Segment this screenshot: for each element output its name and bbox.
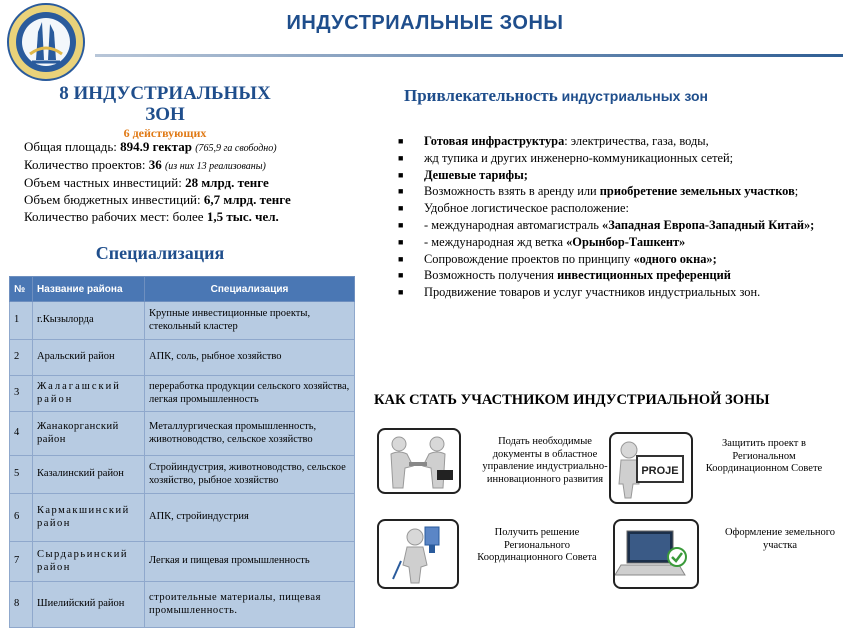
stat-jobs bbox=[24, 209, 279, 224]
attractiveness-item-text: «Орынбор-Ташкент» bbox=[566, 234, 686, 249]
attractiveness-item bbox=[398, 183, 838, 200]
stat-value: 894.9 гектар bbox=[120, 139, 192, 154]
attractiveness-item-text: Возможность получения bbox=[424, 268, 558, 283]
bullet-icon: ■ bbox=[398, 236, 404, 247]
row-number: 3 bbox=[10, 376, 33, 412]
table-row bbox=[10, 376, 355, 412]
bullet-icon: ■ bbox=[398, 169, 404, 180]
attractiveness-item-text: «Западная Европа-Западный Китай»; bbox=[602, 217, 815, 232]
attractiveness-item-text: Готовая инфраструктура bbox=[424, 134, 565, 148]
attractiveness-item bbox=[398, 200, 838, 217]
step-1-image bbox=[377, 428, 461, 494]
stat-note: (765,9 га свободно) bbox=[195, 143, 277, 154]
attractiveness-heading bbox=[404, 86, 708, 106]
stat-total-area bbox=[24, 139, 277, 156]
column-header-district: Название района bbox=[33, 277, 145, 302]
stat-label: Объем частных инвестиций: bbox=[24, 175, 186, 190]
attractiveness-item-text: инвестиционных преференций bbox=[557, 268, 731, 283]
attractiveness-item bbox=[398, 251, 838, 268]
attractiveness-item-text: Удобное логистическое расположение: bbox=[424, 201, 629, 216]
stat-budget-investment bbox=[24, 192, 291, 207]
attractiveness-item-text: - международная автомагистраль bbox=[424, 217, 603, 232]
row-specialization: АПК, соль, рыбное хозяйство bbox=[145, 340, 355, 376]
bullet-icon: ■ bbox=[398, 270, 404, 281]
attractiveness-item bbox=[398, 267, 838, 284]
bullet-icon: ■ bbox=[398, 219, 404, 230]
bullet-icon: ■ bbox=[398, 253, 404, 264]
table-row bbox=[10, 542, 355, 582]
attractiveness-item bbox=[398, 167, 838, 184]
row-district: Аральский район bbox=[33, 340, 145, 376]
attractiveness-list bbox=[398, 133, 838, 301]
attractiveness-item bbox=[398, 234, 838, 251]
project-sign-icon bbox=[611, 434, 691, 502]
attractiveness-item-text: Сопровождение проектов по принципу bbox=[424, 251, 634, 266]
row-number: 6 bbox=[10, 494, 33, 542]
stat-value: 1,5 тыс. чел. bbox=[206, 209, 279, 224]
zones-heading-line2: ЗОН bbox=[145, 104, 185, 125]
row-specialization: Легкая и пищевая промышленность bbox=[145, 542, 355, 582]
row-number: 2 bbox=[10, 340, 33, 376]
stat-value: 36 bbox=[148, 157, 162, 172]
step-3-text: Получить решение Регионального Координационного Совета bbox=[477, 527, 597, 563]
table-row bbox=[10, 302, 355, 340]
stat-value: 28 млрд. тенге bbox=[185, 175, 269, 190]
row-district: Жалагашский район bbox=[33, 376, 145, 412]
attractiveness-item bbox=[398, 150, 838, 167]
table-row bbox=[10, 456, 355, 494]
attractiveness-item-text: «одного окна»; bbox=[633, 251, 717, 266]
row-district: Кармакшинский район bbox=[33, 494, 145, 542]
attractiveness-item-text: ; bbox=[794, 184, 799, 199]
row-number: 4 bbox=[10, 412, 33, 456]
region-emblem-logo bbox=[6, 2, 86, 82]
attractiveness-item-text: Дешевые тарифы; bbox=[424, 167, 528, 182]
bullet-icon: ■ bbox=[398, 287, 404, 298]
specialization-table bbox=[9, 276, 355, 628]
row-specialization: переработка продукции сельского хозяйства, легкая промышленность bbox=[145, 376, 355, 412]
attractiveness-item bbox=[398, 133, 838, 150]
zones-heading bbox=[40, 83, 290, 125]
stat-label: Количество рабочих мест: более bbox=[24, 209, 207, 224]
table-row bbox=[10, 582, 355, 628]
row-specialization: Стройиндустрия, животноводство, сельское хозяйство, рыбное хозяйство bbox=[145, 456, 355, 494]
attractiveness-heading-main: Привлекательность bbox=[404, 86, 558, 105]
row-number: 7 bbox=[10, 542, 33, 582]
attractiveness-item-text: приобретение земельных участков bbox=[599, 184, 795, 199]
zones-heading-line1: 8 ИНДУСТРИАЛЬНЫХ bbox=[59, 83, 271, 104]
table-row bbox=[10, 340, 355, 376]
table-row bbox=[10, 412, 355, 456]
attractiveness-item-text: Возможность взять в аренду или bbox=[424, 184, 600, 199]
stat-value: 6,7 млрд. тенге bbox=[203, 192, 291, 207]
row-number: 1 bbox=[10, 302, 33, 340]
row-specialization: АПК, стройиндустрия bbox=[145, 494, 355, 542]
attractiveness-heading-rest: индустриальных зон bbox=[557, 88, 708, 104]
row-specialization: Крупные инвестиционные проекты, стекольный кластер bbox=[145, 302, 355, 340]
page-title: ИНДУСТРИАЛЬНЫЕ ЗОНЫ bbox=[286, 12, 564, 34]
stat-label: Количество проектов: bbox=[24, 157, 149, 172]
step-2-image bbox=[609, 432, 693, 504]
table-header-row bbox=[10, 277, 355, 302]
column-header-specialization: Специализация bbox=[145, 277, 355, 302]
row-district: Жанакорганский район bbox=[33, 412, 145, 456]
row-number: 5 bbox=[10, 456, 33, 494]
bullet-icon: ■ bbox=[398, 186, 404, 197]
stat-note: (из них 13 реализованы) bbox=[164, 161, 266, 172]
step-1-text: Подать необходимые документы в областное управление индустриально-инновационного развития bbox=[482, 436, 608, 485]
row-district: Казалинский район bbox=[33, 456, 145, 494]
row-district: Сырдарьинский район bbox=[33, 542, 145, 582]
attractiveness-item-text: - международная жд ветка bbox=[424, 234, 567, 249]
header bbox=[0, 0, 849, 80]
row-district: Шиелийский район bbox=[33, 582, 145, 628]
step-2-text: Защитить проект в Региональном Координационном Совете bbox=[705, 438, 823, 474]
stat-label: Общая площадь: bbox=[24, 139, 121, 154]
attractiveness-item bbox=[398, 284, 838, 301]
attractiveness-item bbox=[398, 217, 838, 234]
step-4-text: Оформление земельного участка bbox=[724, 527, 836, 551]
row-specialization: Металлургическая промышленность, животноводство, сельское хозяйство bbox=[145, 412, 355, 456]
attractiveness-item-text: жд тупика и других инженерно-коммуникационных сетей; bbox=[424, 150, 734, 165]
stat-label: Объем бюджетных инвестиций: bbox=[24, 192, 204, 207]
row-number: 8 bbox=[10, 582, 33, 628]
attractiveness-item-text: : электричества, газа, воды, bbox=[564, 134, 709, 148]
zones-subheading: 6 действующих bbox=[123, 126, 207, 140]
attractiveness-item-text: Продвижение товаров и услуг участников индустриальных зон. bbox=[424, 285, 761, 300]
row-district: г.Кызылорда bbox=[33, 302, 145, 340]
table-row bbox=[10, 494, 355, 542]
stat-projects bbox=[24, 157, 266, 174]
specialization-heading: Специализация bbox=[95, 243, 225, 263]
bullet-icon: ■ bbox=[398, 152, 404, 163]
how-to-heading: КАК СТАТЬ УЧАСТНИКОМ ИНДУСТРИАЛЬНОЙ ЗОНЫ bbox=[374, 392, 770, 408]
handshake-icon bbox=[379, 430, 459, 492]
step-4-image bbox=[613, 519, 699, 589]
header-divider bbox=[95, 54, 843, 57]
bullet-icon: ■ bbox=[398, 203, 404, 214]
column-header-number: № bbox=[10, 277, 33, 302]
laptop-icon bbox=[615, 521, 697, 587]
approval-stamp-icon bbox=[379, 521, 457, 587]
row-specialization: строительные материалы, пищевая промышленность. bbox=[145, 582, 355, 628]
project-sign-label: PROJE bbox=[641, 465, 679, 477]
step-3-image bbox=[377, 519, 459, 589]
bullet-icon: ■ bbox=[398, 136, 404, 146]
stat-private-investment bbox=[24, 175, 269, 190]
